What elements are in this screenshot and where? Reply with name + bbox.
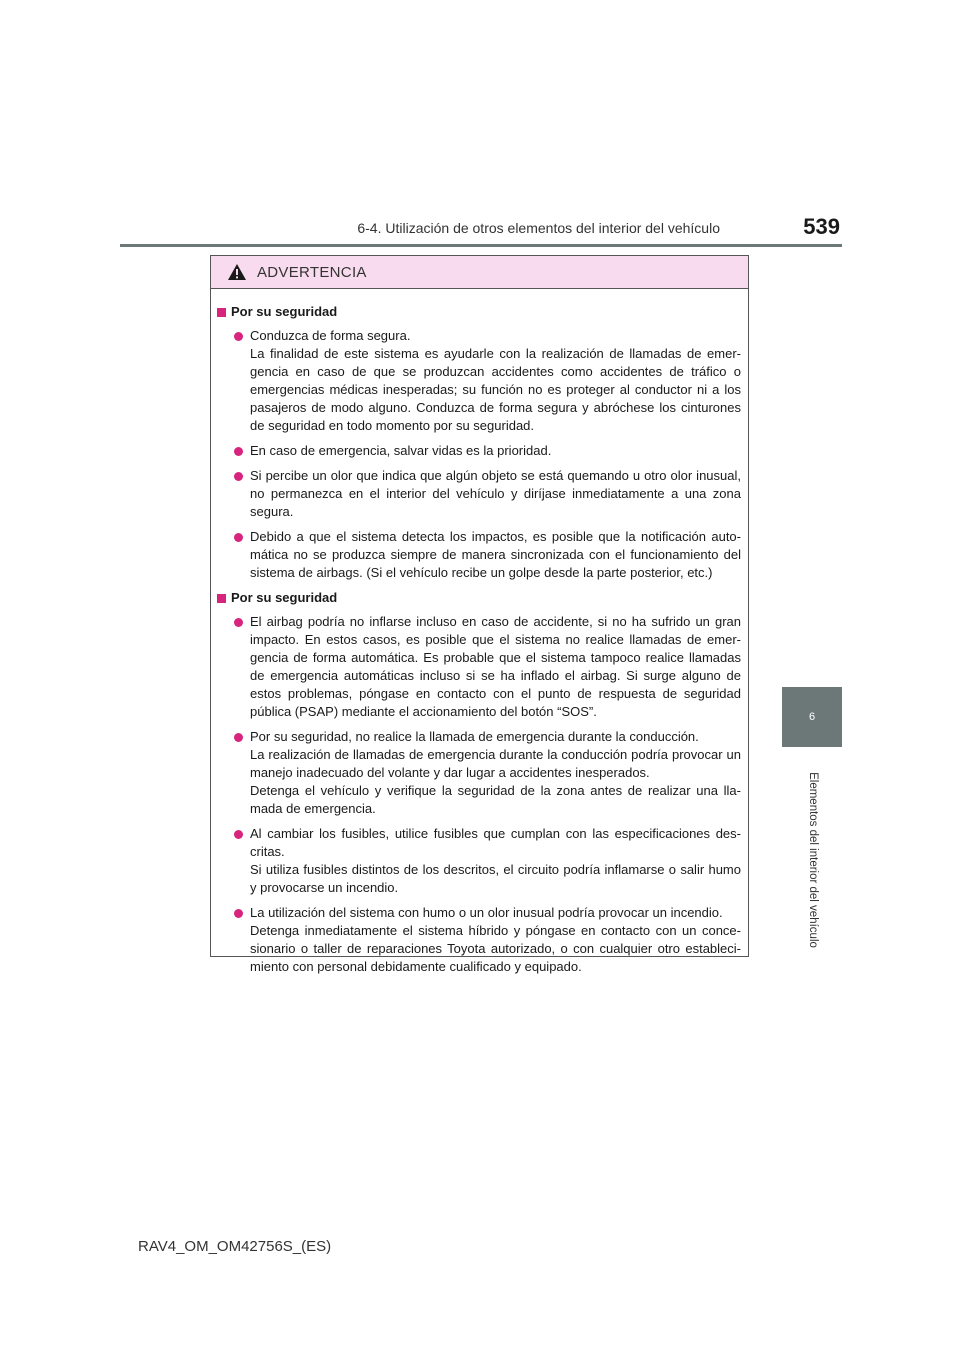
list-item-text (250, 327, 741, 435)
list-item (234, 442, 741, 460)
section-title: 6-4. Utilización de otros elementos del interior del vehículo (357, 220, 720, 236)
warning-triangle-icon (227, 263, 247, 281)
warning-box (210, 255, 749, 974)
paragraph: Al cambiar los fusibles, utilice fusibles que cumplan con las especificaciones des-critas. (250, 826, 741, 859)
list-item-text (250, 442, 741, 460)
section-heading-text: Por su seguridad (231, 304, 338, 319)
round-bullet-icon (234, 332, 243, 341)
round-bullet-icon (234, 909, 243, 918)
list-item (234, 613, 741, 721)
page-number: 539 (803, 214, 840, 239)
warning-header (211, 256, 748, 289)
paragraph: Si percibe un olor que indica que algún objeto se está quemando u otro olor inusual, no permanezca en el interior del vehículo y diríjase inmediatamente a una zona segura. (250, 468, 741, 519)
round-bullet-icon (234, 447, 243, 456)
paragraph: La realización de llamadas de emergencia durante la conducción podría provocar un manejo inadecuado del volante y dar lugar a accidentes inesperados. (250, 747, 741, 780)
paragraph: Debido a que el sistema detecta los impactos, es posible que la notificación auto-mática no se produzca siempre de manera sincronizada con el funcionamiento del sistema de airbags. (Si el vehículo recibe un golpe desde la parte posterior, etc.) (250, 529, 741, 580)
list-item (234, 528, 741, 582)
round-bullet-icon (234, 618, 243, 627)
list-item-text (250, 467, 741, 521)
list-item (234, 904, 741, 976)
paragraph: Detenga inmediatamente el sistema híbrido y póngase en contacto con un conce-sionario o taller de reparaciones Toyota autorizado, o con cualquier otro estableci-miento con personal debidamente cualificado y equipado. (250, 923, 741, 974)
document-code: RAV4_OM_OM42756S_(ES) (138, 1238, 332, 1255)
list-item (234, 327, 741, 435)
header-rule (120, 244, 842, 247)
list-item (234, 467, 741, 521)
list-item (234, 825, 741, 897)
paragraph: Por su seguridad, no realice la llamada de emergencia durante la conducción. (250, 729, 699, 744)
round-bullet-icon (234, 733, 243, 742)
section-heading-text: Por su seguridad (231, 590, 338, 605)
chapter-title: Elementos del interior del vehículo (807, 772, 820, 948)
paragraph: El airbag podría no inflarse incluso en caso de accidente, si no ha sufrido un gran impacto. En estos casos, es posible que el sistema no realice llamadas de emer-gencia de forma automática. Es probable que el sistema tampoco realice llamadas de emergencia automáticas incluso si se ha inflado el airbag. Si surge alguno de estos problemas, póngase en contacto con el punto de respuesta de seguridad pública (PSAP) mediante el accionamiento del botón “SOS”. (250, 614, 741, 719)
round-bullet-icon (234, 533, 243, 542)
warning-body (211, 289, 748, 976)
list-item-text (250, 528, 741, 582)
chapter-number: 6 (808, 711, 816, 723)
chapter-tab (782, 687, 842, 747)
section-heading (217, 589, 741, 607)
section-heading (217, 303, 741, 321)
paragraph: Conduzca de forma segura. (250, 328, 411, 343)
paragraph: La finalidad de este sistema es ayudarle con la realización de llamadas de emer-gencia en caso de que se produzcan accidentes como accidentes de tráfico o emergencias médicas inesperadas; su función no es proteger al conductor ni a los pasajeros de modo alguno. Conduzca de forma segura y abróchese los cinturones de seguridad en todo momento por su seguridad. (250, 346, 741, 433)
page-header (120, 214, 840, 244)
paragraph: La utilización del sistema con humo o un olor inusual podría provocar un incendio. (250, 905, 723, 920)
list-item-text (250, 728, 741, 818)
paragraph: En caso de emergencia, salvar vidas es la prioridad. (250, 443, 552, 458)
paragraph: Si utiliza fusibles distintos de los descritos, el circuito podría inflamarse o salir humo y provocarse un incendio. (250, 862, 741, 895)
list-item-text (250, 613, 741, 721)
chapter-side-title (795, 760, 831, 960)
paragraph: Detenga el vehículo y verifique la seguridad de la zona antes de realizar una lla-mada de emergencia. (250, 783, 741, 816)
square-bullet-icon (217, 308, 226, 317)
list-item (234, 728, 741, 818)
list-item-text (250, 825, 741, 897)
round-bullet-icon (234, 830, 243, 839)
warning-title: ADVERTENCIA (257, 263, 367, 281)
list-item-text (250, 904, 741, 976)
round-bullet-icon (234, 472, 243, 481)
square-bullet-icon (217, 594, 226, 603)
